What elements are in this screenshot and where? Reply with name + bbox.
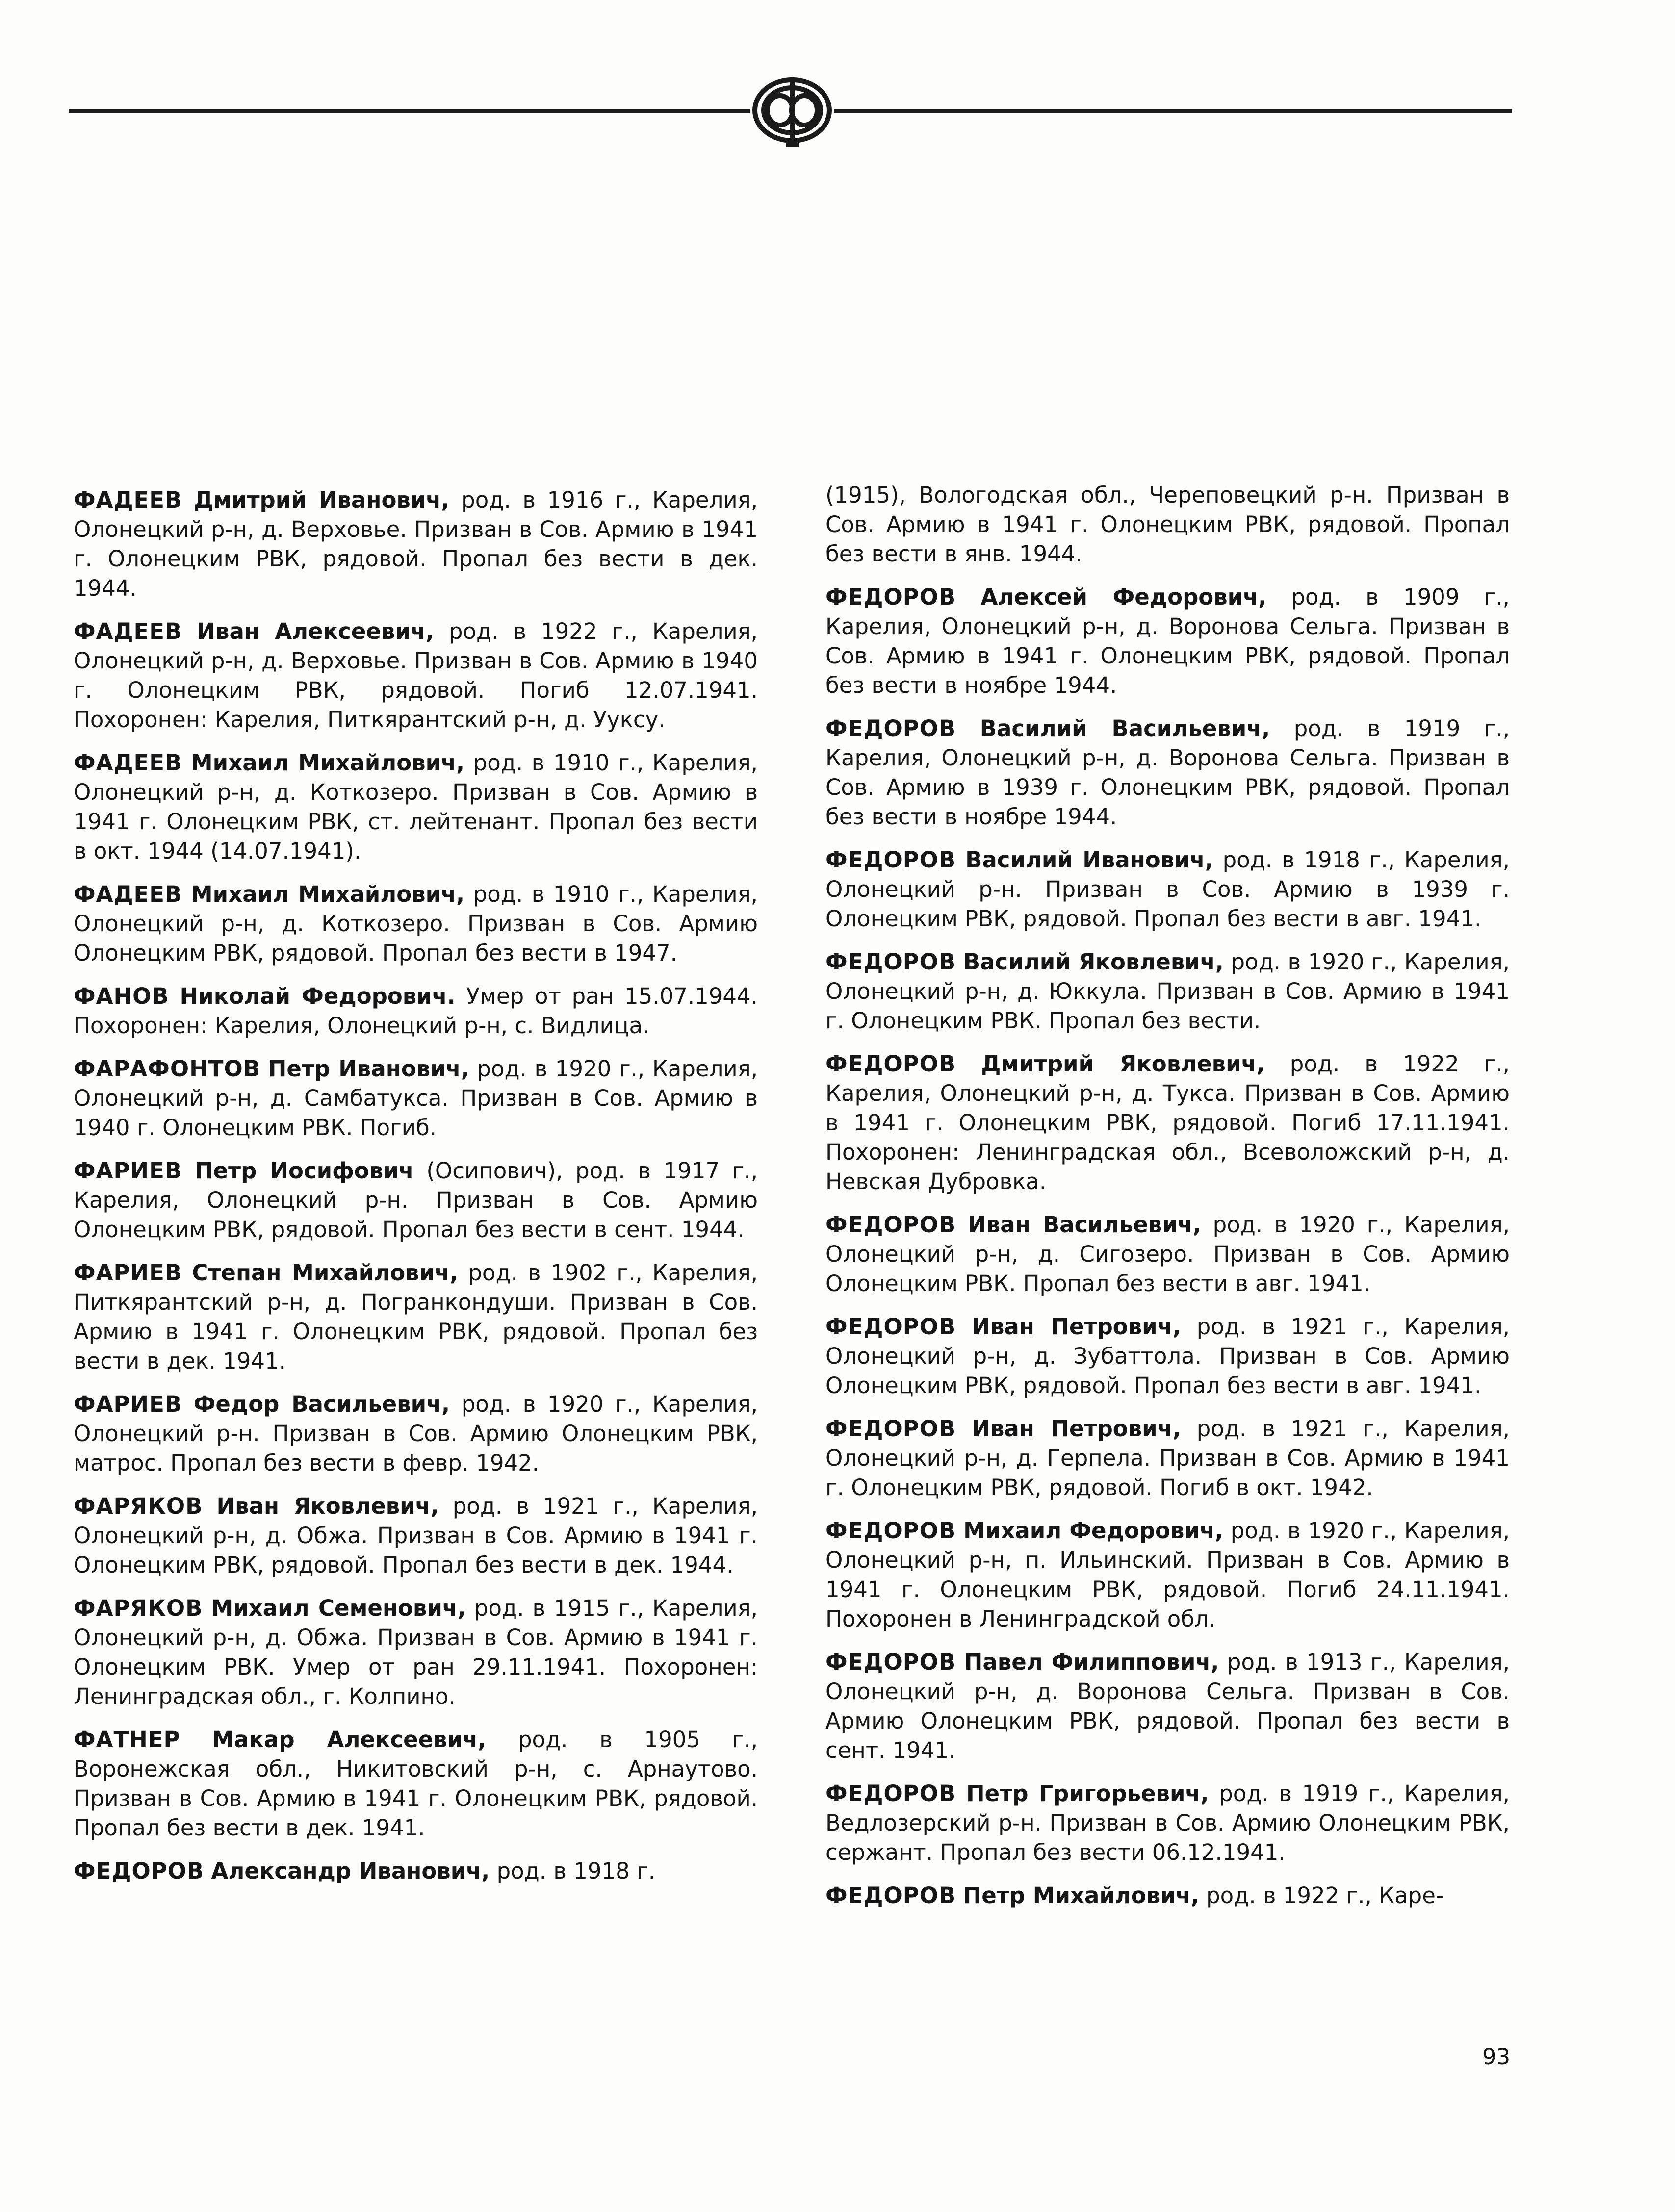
entry-text: род. в 1920 г., Карелия, Олонецкий р-н, п. Ильинский. Призван в Сов. Армию в 1941 г. Олонецким РВК, рядовой. Погиб 24.11.1941. Похоронен в Ленинградской обл. (825, 1518, 1510, 1632)
entry-given-names: Павел Филиппович, (964, 1649, 1219, 1675)
entry-surname: ФЕДОРОВ (825, 1051, 956, 1077)
header-rule-left (69, 109, 750, 113)
entry-text: (Осипович), род. в 1917 г., Карелия, Олонецкий р-н. Призван в Сов. Армию Олонецким РВК, рядовой. Пропал без вести в сент. 1944. (74, 1158, 758, 1243)
biography-entry (74, 1594, 758, 1711)
entry-text: (1915), Вологодская обл., Череповецкий р-н. Призван в Сов. Армию в 1941 г. Олонецким РВК, рядовой. Пропал без вести в янв. 1944. (825, 482, 1510, 567)
biography-entry (74, 982, 758, 1041)
biography-entry (74, 617, 758, 735)
entry-text: род. в 1915 г., Карелия, Олонецкий р-н, д. Обжа. Призван в Сов. Армию в 1941 г. Олонецким РВК. Умер от ран 29.11.1941. Похоронен: Ленинградская обл., г. Колпино. (74, 1595, 758, 1709)
entry-text: род. в 1921 г., Карелия, Олонецкий р-н, д. Зубаттола. Призван в Сов. Армию Олонецким РВК, рядовой. Пропал без вести в авг. 1941. (825, 1314, 1510, 1398)
entry-given-names: Иван Васильевич, (968, 1212, 1201, 1238)
entry-surname: ФАРИЕВ (74, 1158, 182, 1184)
right-column (825, 481, 1510, 1924)
entry-surname: ФЕДОРОВ (825, 1416, 956, 1442)
entry-surname: ФАДЕЕВ (74, 618, 182, 644)
header-rule-right (834, 109, 1512, 113)
entry-text: род. в 1919 г., Карелия, Олонецкий р-н, д. Воронова Сельга. Призван в Сов. Армию в 1939 г. Олонецким РВК, рядовой. Пропал без вести в ноябре 1944. (825, 715, 1510, 830)
biography-entry (74, 485, 758, 603)
entry-given-names: Михаил Федорович, (963, 1518, 1223, 1544)
entry-text: род. в 1920 г., Карелия, Олонецкий р-н, д. Сигозеро. Призван в Сов. Армию Олонецким РВК. Пропал без вести в авг. 1941. (825, 1212, 1510, 1297)
entry-surname: ФАРИЕВ (74, 1260, 182, 1286)
biography-entry (74, 1492, 758, 1580)
entry-given-names: Иван Петрович, (972, 1314, 1181, 1340)
entry-given-names: Василий Васильевич, (979, 715, 1270, 741)
biography-entry (825, 1210, 1510, 1298)
entry-given-names: Федор Васильевич, (193, 1391, 450, 1417)
biography-entry (74, 1390, 758, 1478)
letter-f-emblem-icon (746, 69, 839, 152)
biography-entry (825, 583, 1510, 700)
entry-text: род. в 1910 г., Карелия, Олонецкий р-н, д. Коткозеро. Призван в Сов. Армию Олонецким РВК, рядовой. Пропал без вести в 1947. (74, 881, 758, 966)
entry-text: род. в 1920 г., Карелия, Олонецкий р-н, д. Юккула. Призван в Сов. Армию в 1941 г. Олонецким РВК. Пропал без вести. (825, 949, 1510, 1034)
biography-entry (825, 714, 1510, 832)
entry-given-names: Михаил Михайлович, (190, 881, 465, 907)
biography-entry (825, 1516, 1510, 1634)
entry-text: род. в 1922 г., Каре- (1206, 1882, 1444, 1908)
entry-text: род. в 1918 г., Карелия, Олонецкий р-н. Призван в Сов. Армию в 1939 г. Олонецким РВК, рядовой. Пропал без вести в авг. 1941. (825, 847, 1510, 932)
entry-text: род. в 1922 г., Карелия, Олонецкий р-н, д. Верховье. Призван в Сов. Армию в 1940 г. Олонецким РВК, рядовой. Погиб 12.07.1941. Похоронен: Карелия, Питкярантский р-н, д. Ууксу. (74, 618, 758, 733)
entry-given-names: Александр Иванович, (211, 1858, 490, 1884)
entry-given-names: Василий Иванович, (965, 847, 1213, 873)
entry-given-names: Иван Алексеевич, (197, 618, 434, 644)
entry-text: род. в 1919 г., Карелия, Ведлозерский р-н. Призван в Сов. Армию Олонецким РВК, сержант. Пропал без вести 06.12.1941. (825, 1780, 1510, 1865)
entry-surname: ФАРЯКОВ (74, 1493, 203, 1519)
biography-entry (825, 1881, 1510, 1910)
entry-surname: ФАДЕЕВ (74, 881, 182, 907)
entry-surname: ФЕДОРОВ (825, 1780, 956, 1806)
entry-surname: ФЕДОРОВ (825, 949, 956, 975)
entry-surname: ФЕДОРОВ (825, 847, 956, 873)
entry-given-names: Николай Федорович. (180, 983, 456, 1009)
entry-given-names: Петр Иосифович (194, 1158, 414, 1184)
entry-text: род. в 1918 г. (496, 1858, 655, 1884)
biography-entry (825, 481, 1510, 569)
biography-entry (74, 1054, 758, 1143)
biography-entry (74, 1856, 758, 1886)
entry-text: род. в 1922 г., Карелия, Олонецкий р-н, д. Тукса. Призван в Сов. Армию в 1941 г. Олонецким РВК, рядовой. Погиб 17.11.1941. Похоронен: Ленинградская обл., Всеволожский р-н, д. Невская Дубровка. (825, 1051, 1510, 1195)
biography-entry (825, 845, 1510, 934)
entry-given-names: Михаил Семенович, (211, 1595, 466, 1621)
entry-surname: ФАТНЕР (74, 1727, 180, 1753)
entry-given-names: Иван Яковлевич, (216, 1493, 439, 1519)
biography-entry (825, 1049, 1510, 1196)
biography-entry (825, 947, 1510, 1036)
entry-surname: ФАДЕЕВ (74, 750, 182, 776)
entry-text: род. в 1910 г., Карелия, Олонецкий р-н, д. Коткозеро. Призван в Сов. Армию в 1941 г. Олонецким РВК, ст. лейтенант. Пропал без вести в окт. 1944 (14.07.1941). (74, 750, 758, 864)
entry-given-names: Степан Михайлович, (192, 1260, 459, 1286)
entry-surname: ФАНОВ (74, 983, 169, 1009)
biography-entry (74, 1156, 758, 1245)
biography-entry (825, 1312, 1510, 1400)
biography-entry (74, 1258, 758, 1376)
entry-surname: ФЕДОРОВ (825, 1212, 956, 1238)
entry-text: род. в 1920 г., Карелия, Олонецкий р-н, д. Самбатукса. Призван в Сов. Армию в 1940 г. Олонецким РВК. Погиб. (74, 1056, 758, 1141)
entry-text: род. в 1913 г., Карелия, Олонецкий р-н, д. Воронова Сельга. Призван в Сов. Армию Олонецким РВК, рядовой. Пропал без вести в сент. 1941. (825, 1649, 1510, 1763)
entry-given-names: Петр Михайлович, (963, 1882, 1199, 1908)
entry-given-names: Дмитрий Иванович, (194, 487, 450, 513)
biography-entry (825, 1648, 1510, 1765)
left-column (74, 485, 758, 1900)
entry-surname: ФЕДОРОВ (825, 1882, 956, 1908)
entry-surname: ФЕДОРОВ (825, 715, 956, 741)
entry-given-names: Дмитрий Яковлевич, (981, 1051, 1265, 1077)
entry-surname: ФЕДОРОВ (825, 1518, 956, 1544)
entry-given-names: Алексей Федорович, (980, 584, 1267, 610)
entry-surname: ФЕДОРОВ (74, 1858, 205, 1884)
entry-surname: ФЕДОРОВ (825, 1649, 956, 1675)
entry-surname: ФАРИЕВ (74, 1391, 182, 1417)
biography-entry (825, 1414, 1510, 1502)
entry-surname: ФАДЕЕВ (74, 487, 182, 513)
biography-entry (74, 1725, 758, 1843)
biography-entry (74, 748, 758, 866)
entry-given-names: Петр Иванович, (268, 1056, 469, 1082)
biography-entry (74, 880, 758, 968)
entry-given-names: Василий Яковлевич, (963, 949, 1224, 975)
entry-text: род. в 1921 г., Карелия, Олонецкий р-н, д. Герпела. Призван в Сов. Армию в 1941 г. Олонецким РВК, рядовой. Погиб в окт. 1942. (825, 1416, 1510, 1500)
entry-text: род. в 1921 г., Карелия, Олонецкий р-н, д. Обжа. Призван в Сов. Армию в 1941 г. Олонецким РВК, рядовой. Пропал без вести в дек. 1944. (74, 1493, 758, 1578)
entry-text: род. в 1909 г., Карелия, Олонецкий р-н, д. Воронова Сельга. Призван в Сов. Армию в 1941 г. Олонецким РВК, рядовой. Пропал без вести в ноябре 1944. (825, 584, 1510, 698)
entry-surname: ФАРЯКОВ (74, 1595, 203, 1621)
entry-given-names: Макар Алексеевич, (212, 1727, 487, 1753)
entry-text: Умер от ран 15.07.1944. Похоронен: Карелия, Олонецкий р-н, с. Видлица. (74, 983, 758, 1039)
entry-surname: ФАРАФОНТОВ (74, 1056, 261, 1082)
entry-text: род. в 1905 г., Воронежская обл., Никитовский р-н, с. Арнаутово. Призван в Сов. Армию в 1941 г. Олонецким РВК, рядовой. Пропал без вести в дек. 1941. (74, 1727, 758, 1841)
entry-given-names: Петр Григорьевич, (966, 1780, 1209, 1806)
page-number: 93 (1482, 2044, 1511, 2070)
entry-text: род. в 1920 г., Карелия, Олонецкий р-н. Призван в Сов. Армию Олонецким РВК, матрос. Пропал без вести в февр. 1942. (74, 1391, 758, 1476)
entry-text: род. в 1916 г., Карелия, Олонецкий р-н, д. Верховье. Призван в Сов. Армию в 1941 г. Олонецким РВК, рядовой. Пропал без вести в дек. 1944. (74, 487, 758, 601)
entry-text: род. в 1902 г., Карелия, Питкярантский р-н, д. Погранкондуши. Призван в Сов. Армию в 1941 г. Олонецким РВК, рядовой. Пропал без вести в дек. 1941. (74, 1260, 758, 1374)
entry-surname: ФЕДОРОВ (825, 584, 956, 610)
biography-entry (825, 1779, 1510, 1867)
entry-surname: ФЕДОРОВ (825, 1314, 956, 1340)
entry-given-names: Иван Петрович, (972, 1416, 1181, 1442)
entry-given-names: Михаил Михайлович, (190, 750, 465, 776)
